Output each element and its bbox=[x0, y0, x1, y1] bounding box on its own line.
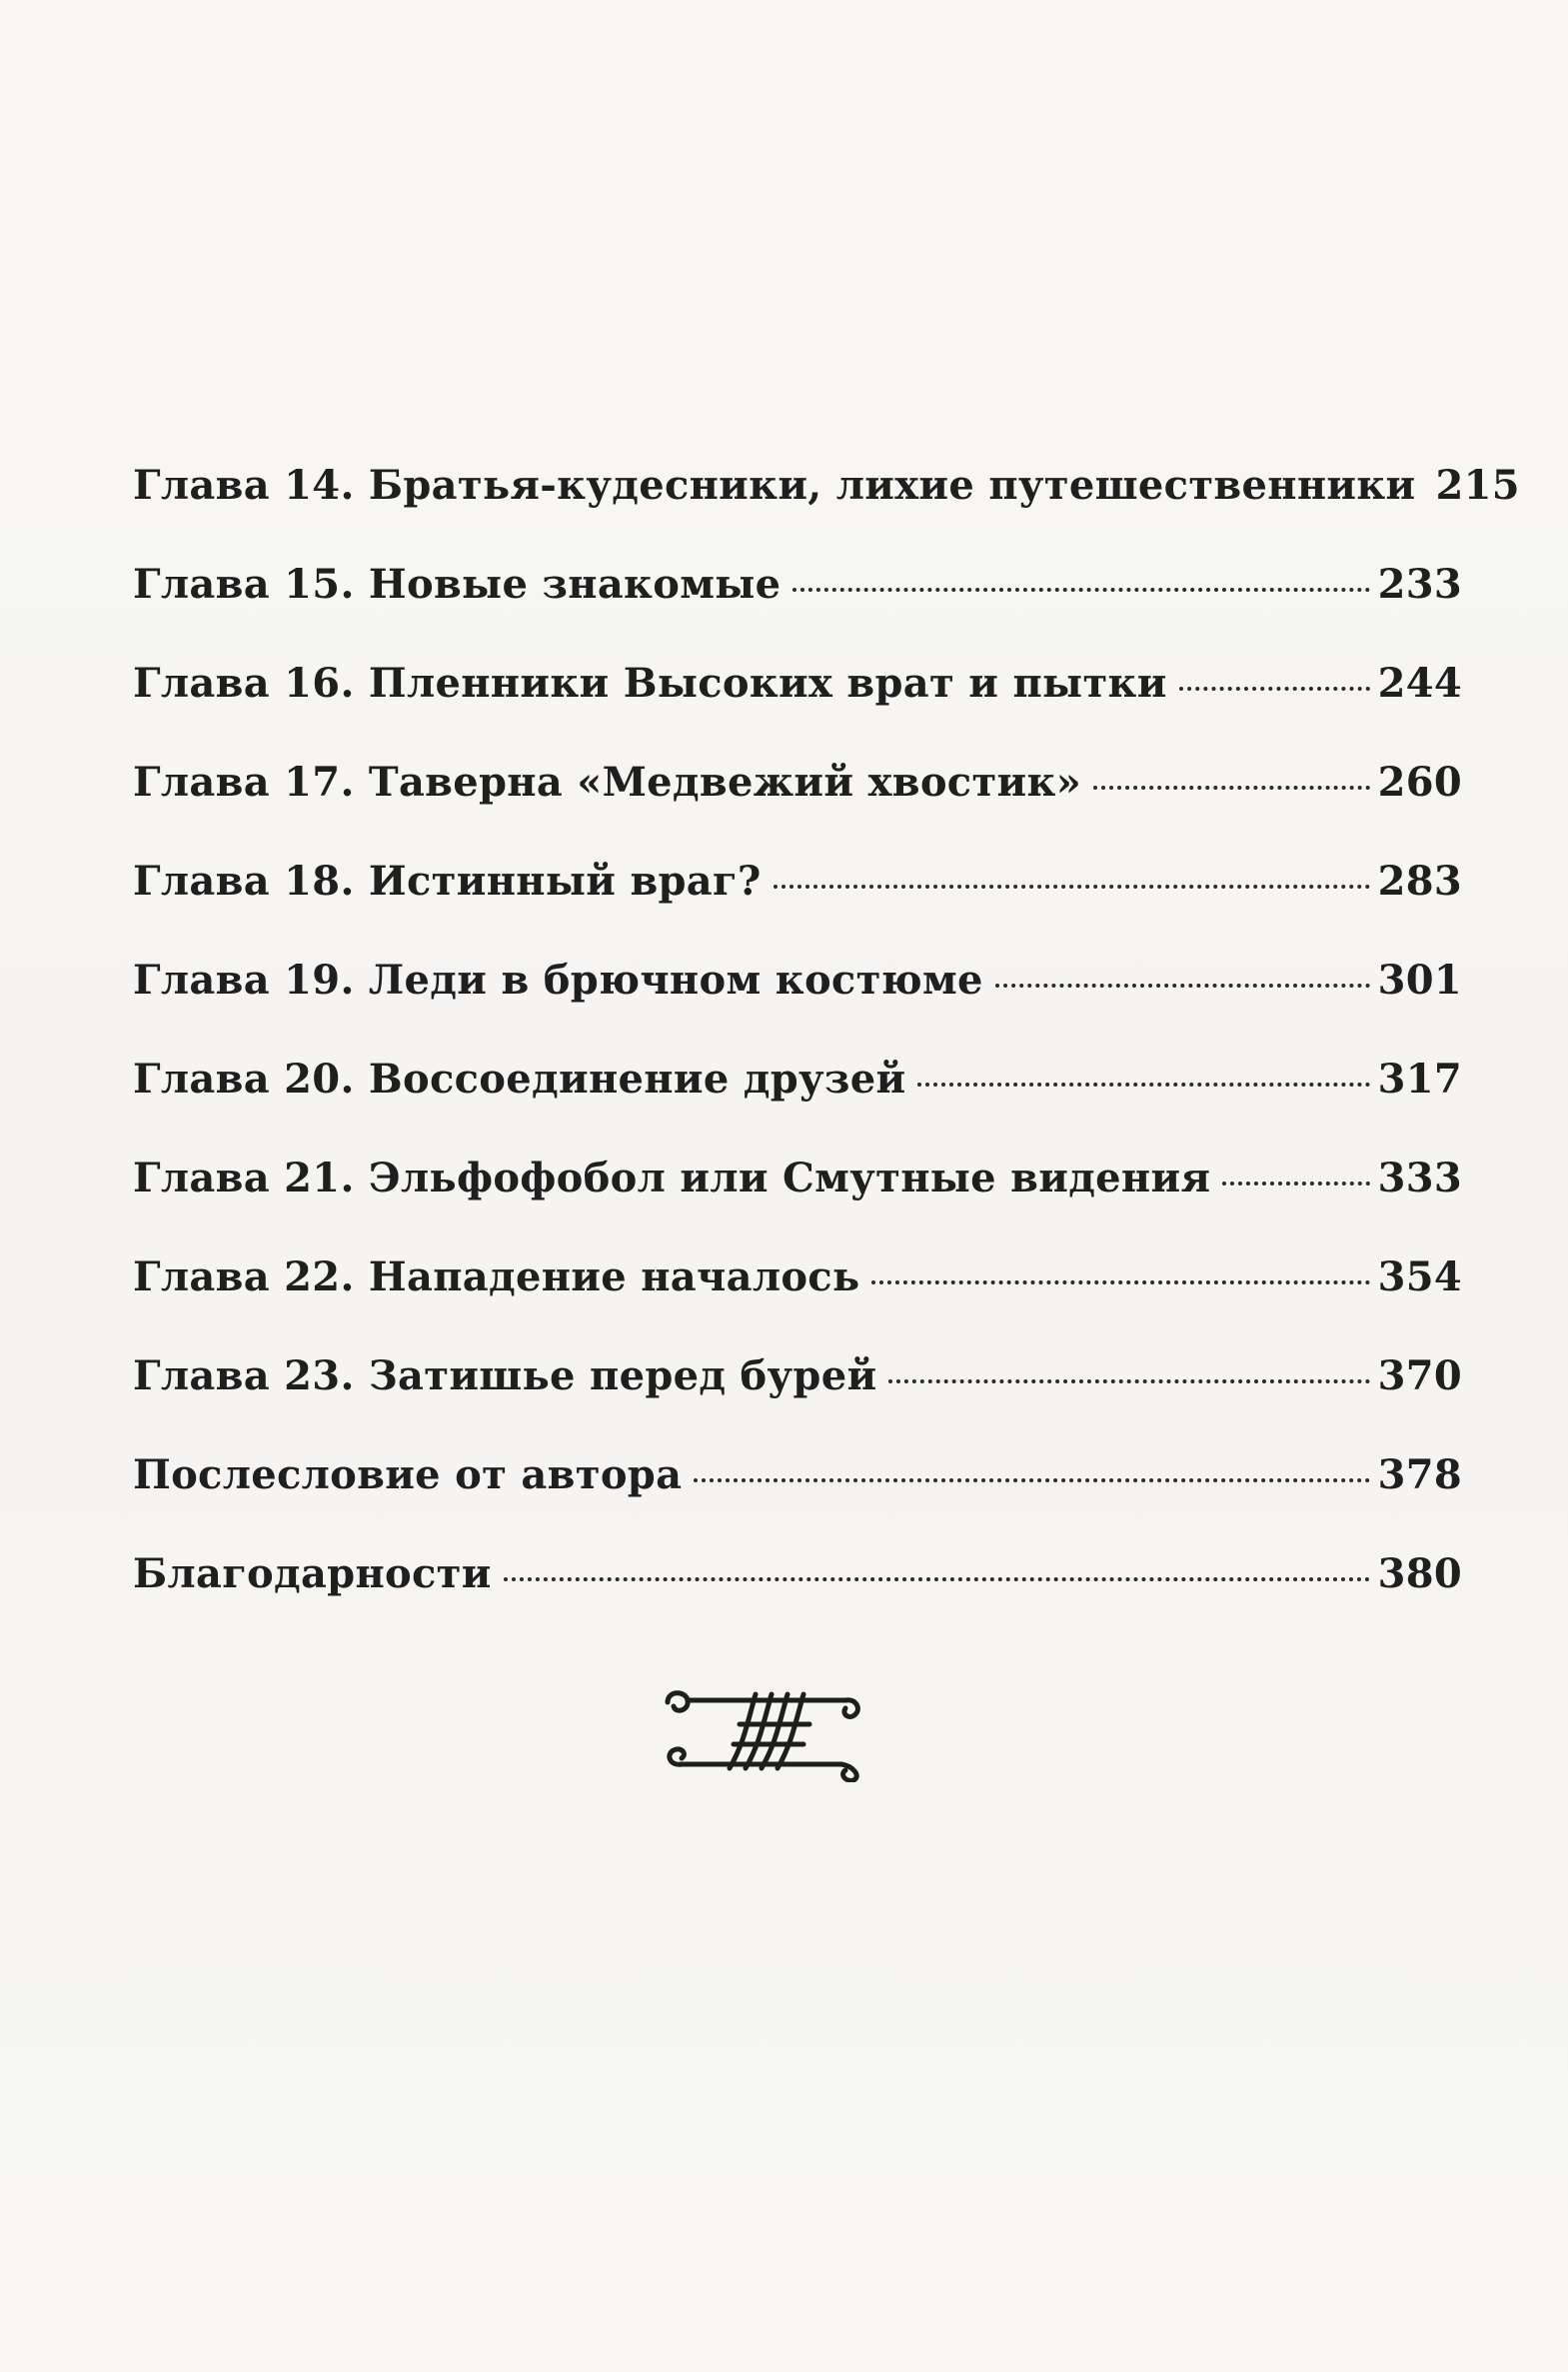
toc-entry bbox=[133, 1550, 1462, 1649]
toc-entry bbox=[133, 759, 1462, 858]
toc-entry bbox=[133, 561, 1462, 660]
toc-entry bbox=[133, 1155, 1462, 1253]
flourish-ornament-icon bbox=[660, 1682, 869, 1782]
dot-leader bbox=[1179, 687, 1370, 691]
toc-entry-title: Глава 23. Затишье перед бурей bbox=[133, 1352, 877, 1399]
toc-entry-title: Глава 16. Пленники Высоких врат и пытки bbox=[133, 660, 1167, 707]
dot-leader bbox=[888, 1379, 1369, 1383]
toc-entry-page: 354 bbox=[1377, 1253, 1462, 1300]
toc-entry-title: Глава 19. Леди в брючном костюме bbox=[133, 957, 983, 1004]
toc-entry-page: 283 bbox=[1377, 858, 1462, 905]
toc-entry-title: Глава 20. Воссоединение друзей bbox=[133, 1056, 906, 1103]
toc-entry-title: Глава 18. Истинный враг? bbox=[133, 858, 762, 905]
toc-entry-page: 380 bbox=[1377, 1550, 1462, 1597]
toc-entry-page: 370 bbox=[1377, 1352, 1462, 1399]
toc-entry-title: Глава 15. Новые знакомые bbox=[133, 561, 782, 608]
toc-entry-page: 244 bbox=[1377, 660, 1462, 707]
toc-entry-title: Глава 22. Нападение началось bbox=[133, 1253, 860, 1300]
toc-entry-page: 378 bbox=[1377, 1451, 1462, 1498]
toc-entry bbox=[133, 462, 1520, 561]
dot-leader bbox=[694, 1478, 1369, 1482]
toc-entry-title: Благодарности bbox=[133, 1550, 492, 1597]
toc-entry-page: 260 bbox=[1377, 759, 1462, 806]
toc-entry bbox=[133, 1056, 1462, 1155]
toc-entry bbox=[133, 660, 1462, 759]
toc-entry-page: 301 bbox=[1377, 957, 1462, 1004]
dot-leader bbox=[871, 1280, 1369, 1284]
toc-entry-title: Глава 17. Таверна «Медвежий хвостик» bbox=[133, 759, 1082, 806]
dot-leader bbox=[995, 984, 1370, 988]
dot-leader bbox=[504, 1577, 1370, 1581]
toc-entry-page: 233 bbox=[1377, 561, 1462, 608]
toc-entry-title: Глава 21. Эльфофобол или Смутные видения bbox=[133, 1155, 1211, 1201]
toc-entry bbox=[133, 858, 1462, 957]
toc-entry bbox=[133, 1253, 1462, 1352]
dot-leader bbox=[792, 588, 1369, 592]
toc-entry bbox=[133, 1352, 1462, 1451]
dot-leader bbox=[774, 885, 1370, 889]
toc-entry-title: Послесловие от автора bbox=[133, 1451, 683, 1498]
toc-entry bbox=[133, 1451, 1462, 1550]
toc-entry-page: 333 bbox=[1377, 1155, 1462, 1201]
toc-entry-page: 215 bbox=[1435, 462, 1520, 509]
dot-leader bbox=[1093, 786, 1370, 790]
toc-entry-title: Глава 14. Братья-кудесники, лихие путешественники bbox=[133, 462, 1416, 509]
dot-leader bbox=[1222, 1182, 1369, 1186]
table-of-contents bbox=[133, 462, 1520, 1649]
toc-entry bbox=[133, 957, 1462, 1056]
dot-leader bbox=[917, 1083, 1369, 1087]
toc-entry-page: 317 bbox=[1377, 1056, 1462, 1103]
